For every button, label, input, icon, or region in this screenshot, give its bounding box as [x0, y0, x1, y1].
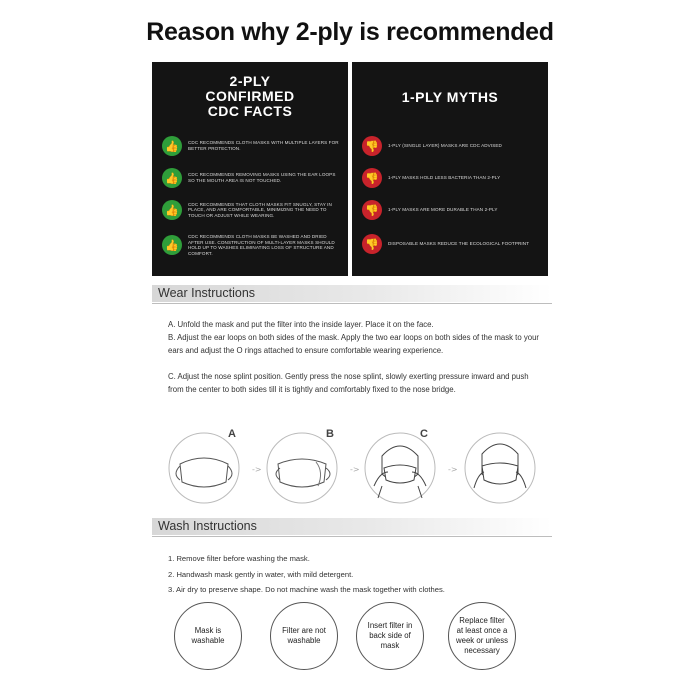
- thumbs-down-icon: 👎: [362, 136, 382, 156]
- myth-text: 1-PLY MASKS HOLD LESS BACTERIA THAN 2-PLY: [388, 175, 501, 181]
- step-label-c: C: [420, 428, 428, 440]
- fact-item: [162, 136, 340, 156]
- myths-title: 1-PLY MYTHS: [401, 89, 499, 105]
- myth-text: 1-PLY (SINGLE LAYER) MASKS ARE CDC ADVISED: [388, 143, 502, 149]
- facts-title-line: CDC FACTS: [207, 103, 293, 119]
- wear-step-c: C. Adjust the nose splint position. Gently press the nose splint, slowly exerting pressure inward and push from the center to both sides till it is tightly and comfortably fixed to the nose bridge.: [168, 372, 529, 394]
- myth-text: 1-PLY MASKS ARE MORE DURABLE THAN 2-PLY: [388, 207, 498, 213]
- arrow-icon: ->: [350, 465, 360, 474]
- fact-text: CDC RECOMMENDS CLOTH MASKS WITH MULTIPLE LAYERS FOR BETTER PROTECTION.: [188, 140, 339, 151]
- section-heading: Wear Instructions: [158, 286, 256, 300]
- myth-item: [362, 200, 540, 220]
- wear-step-a: A. Unfold the mask and put the filter into the inside layer. Place it on the face.: [168, 320, 434, 329]
- myth-text: DISPOSABLE MASKS REDUCE THE ECOLOGICAL FOOTPRINT: [388, 241, 530, 247]
- care-circle-washable: Mask is washable: [174, 602, 242, 670]
- thumbs-up-icon: 👍: [162, 168, 182, 188]
- arrow-icon: ->: [448, 465, 458, 474]
- facts-title-line: CONFIRMED: [205, 88, 295, 104]
- facts-title-line: 2-PLY: [229, 73, 271, 89]
- fact-item: [162, 168, 340, 188]
- myth-item: [362, 136, 540, 156]
- facts-title: [152, 74, 348, 119]
- myth-item: [362, 234, 540, 254]
- wear-illustrations: [168, 428, 540, 500]
- thumbs-down-icon: 👎: [362, 234, 382, 254]
- thumbs-up-icon: 👍: [162, 136, 182, 156]
- wash-item: 2. Handwash mask gently in water, with mild detergent.: [168, 569, 354, 579]
- wash-list: [168, 551, 445, 598]
- fact-item: [162, 200, 340, 220]
- care-circle-insert-filter: Insert filter in back side of mask: [356, 602, 424, 670]
- myth-item: [362, 168, 540, 188]
- care-circle-filter: Filter are not washable: [270, 602, 338, 670]
- page-title: Reason why 2-ply is recommended: [146, 18, 554, 46]
- fact-text: CDC RECOMMENDS REMOVING MASKS USING THE EAR LOOPS SO THE MOUTH AREA IS NOT TOUCHED.: [188, 172, 336, 183]
- wash-item: 1. Remove filter before washing the mask.: [168, 554, 310, 563]
- fact-text: CDC RECOMMENDS THAT CLOTH MASKS FIT SNUGLY, STAY IN PLACE, AND ARE COMFORTABLE, MINIMIZING THE NEED TO TOUCH OR ADJUST WHILE WEARING.: [188, 201, 332, 218]
- wash-instructions-header: [152, 518, 552, 535]
- cdc-facts-panel: [152, 62, 348, 276]
- fact-text: CDC RECOMMENDS CLOTH MASKS BE WASHED AND DRIED AFTER USE. CONSTRUCTION OF MULTI-LAYER MASKS SHOULD HOLD UP TO WASHES ELIMINATING LOSS OF STRUCTURE AND COMFORT.: [188, 234, 335, 256]
- wear-instructions-header: [152, 285, 552, 302]
- thumbs-up-icon: 👍: [162, 200, 182, 220]
- mask-flat-icon: [180, 458, 228, 487]
- step-label-b: B: [326, 428, 334, 440]
- wash-item: 3. Air dry to preserve shape. Do not machine wash the mask together with clothes.: [168, 585, 445, 594]
- thumbs-down-icon: 👎: [362, 168, 382, 188]
- section-heading: Wash Instructions: [158, 519, 257, 533]
- thumbs-down-icon: 👎: [362, 200, 382, 220]
- wear-steps-illustration: [168, 428, 540, 508]
- fact-item: [162, 234, 340, 256]
- wear-step-b: B. Adjust the ear loops on both sides of the mask. Apply the two ear loops on both sides of the mask to your ears and adjust the O rings attached to ensure comfortable wearing experience.: [168, 333, 540, 355]
- arrow-icon: ->: [252, 465, 262, 474]
- thumbs-up-icon: 👍: [162, 235, 182, 255]
- step-label-a: A: [228, 428, 236, 440]
- myths-panel: [352, 62, 548, 276]
- care-circle-replace-filter: Replace filter at least once a week or unless necessary: [448, 602, 516, 670]
